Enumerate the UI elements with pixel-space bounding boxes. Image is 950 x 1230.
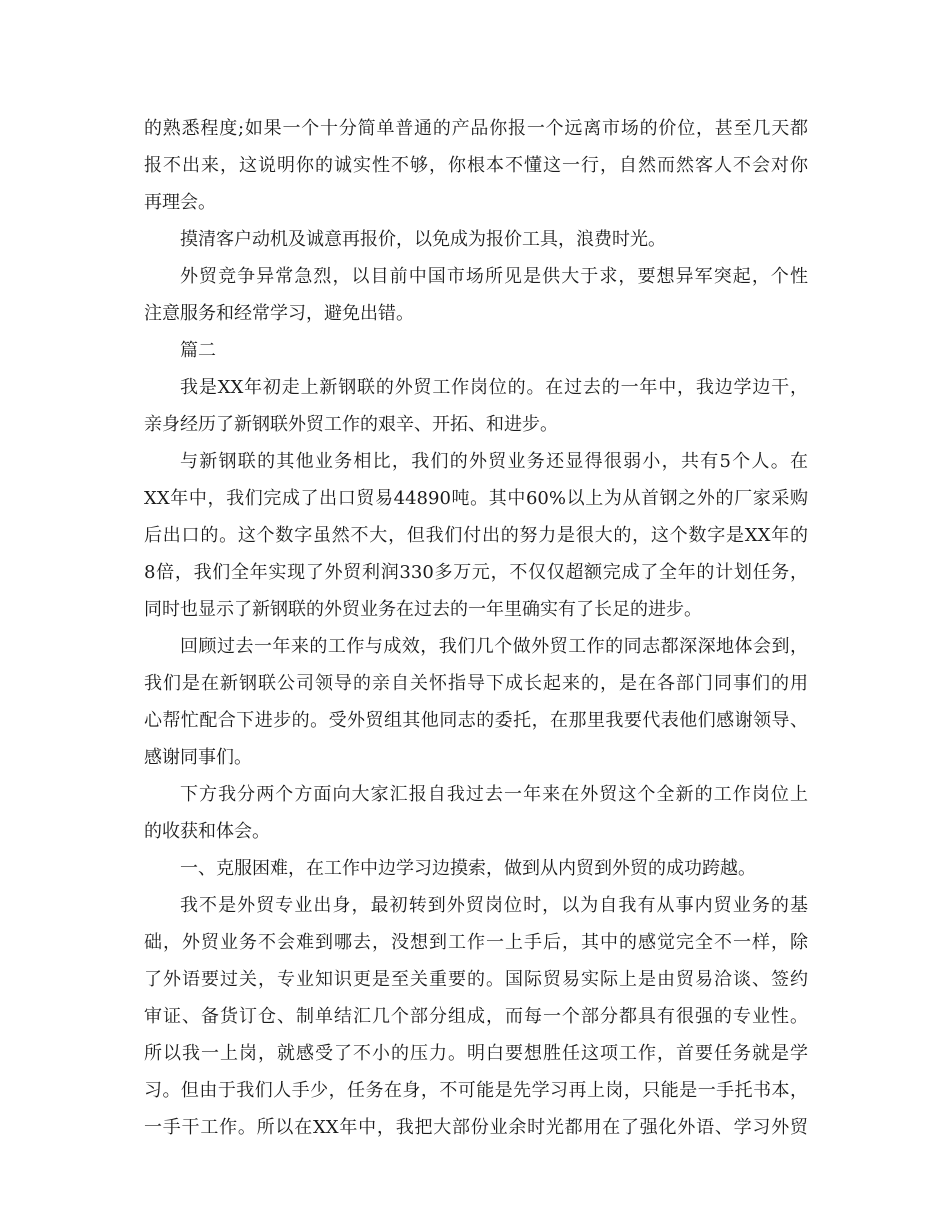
document-body [144, 110, 808, 1146]
text-line: 篇二 [180, 340, 216, 361]
text-line: 心帮忙配合下进步的。受外贸组其他同志的委托，在那里我要代表他们感谢领导、 [144, 710, 808, 731]
text-line: 础，外贸业务不会难到哪去，没想到工作一上手后，其中的感觉完全不一样，除 [144, 932, 808, 953]
text-line: 同时也显示了新钢联的外贸业务在过去的一年里确实有了长足的进步。 [144, 599, 702, 620]
text-line: XX年中，我们完成了出口贸易44890吨。其中60%以上为从首钢之外的厂家采购 [144, 488, 808, 509]
text-line: 报不出来，这说明你的诚实性不够，你根本不懂这一行，自然而然客人不会对你 [144, 155, 808, 176]
text-line: 我是XX年初走上新钢联的外贸工作岗位的。在过去的一年中，我边学边干， [180, 377, 808, 398]
text-line: 8倍，我们全年实现了外贸利润330多万元，不仅仅超额完成了全年的计划任务， [144, 562, 808, 583]
text-line: 的收获和体会。 [144, 821, 270, 842]
text-line: 下方我分两个方面向大家汇报自我过去一年来在外贸这个全新的工作岗位上 [180, 784, 808, 805]
text-line: 摸清客户动机及诚意再报价，以免成为报价工具，浪费时光。 [180, 229, 666, 250]
text-line: 一手干工作。所以在XX年中，我把大部份业余时光都用在了强化外语、学习外贸 [144, 1117, 808, 1138]
text-line: 的熟悉程度;如果一个十分简单普通的产品你报一个远离市场的价位，甚至几天都 [144, 118, 808, 139]
text-line: 后出口的。这个数字虽然不大，但我们付出的努力是很大的，这个数字是XX年的 [144, 525, 808, 546]
text-line: 回顾过去一年来的工作与成效，我们几个做外贸工作的同志都深深地体会到， [180, 636, 808, 657]
text-line: 外贸竞争异常急烈，以目前中国市场所见是供大于求，要想异军突起，个性 [180, 266, 808, 287]
text-line: 与新钢联的其他业务相比，我们的外贸业务还显得很弱小，共有5个人。在 [180, 451, 808, 472]
text-line: 习。但由于我们人手少，任务在身，不可能是先学习再上岗，只能是一手托书本， [144, 1080, 808, 1101]
text-line: 我不是外贸专业出身，最初转到外贸岗位时，以为自我有从事内贸业务的基 [180, 895, 808, 916]
text-line: 了外语要过关，专业知识更是至关重要的。国际贸易实际上是由贸易洽谈、签约 [144, 969, 808, 990]
text-line: 再理会。 [144, 192, 216, 213]
text-line: 注意服务和经常学习，避免出错。 [144, 303, 414, 324]
text-line: 所以我一上岗，就感受了不小的压力。明白要想胜任这项工作，首要任务就是学 [144, 1043, 808, 1064]
text-line: 审证、备货订仓、制单结汇几个部分组成，而每一个部分都具有很强的专业性。 [144, 1006, 808, 1027]
text-line: 一、克服困难，在工作中边学习边摸索，做到从内贸到外贸的成功跨越。 [180, 858, 756, 879]
text-line: 我们是在新钢联公司领导的亲自关怀指导下成长起来的，是在各部门同事们的用 [144, 673, 808, 694]
text-line: 感谢同事们。 [144, 747, 252, 768]
text-line: 亲身经历了新钢联外贸工作的艰辛、开拓、和进步。 [144, 414, 558, 435]
